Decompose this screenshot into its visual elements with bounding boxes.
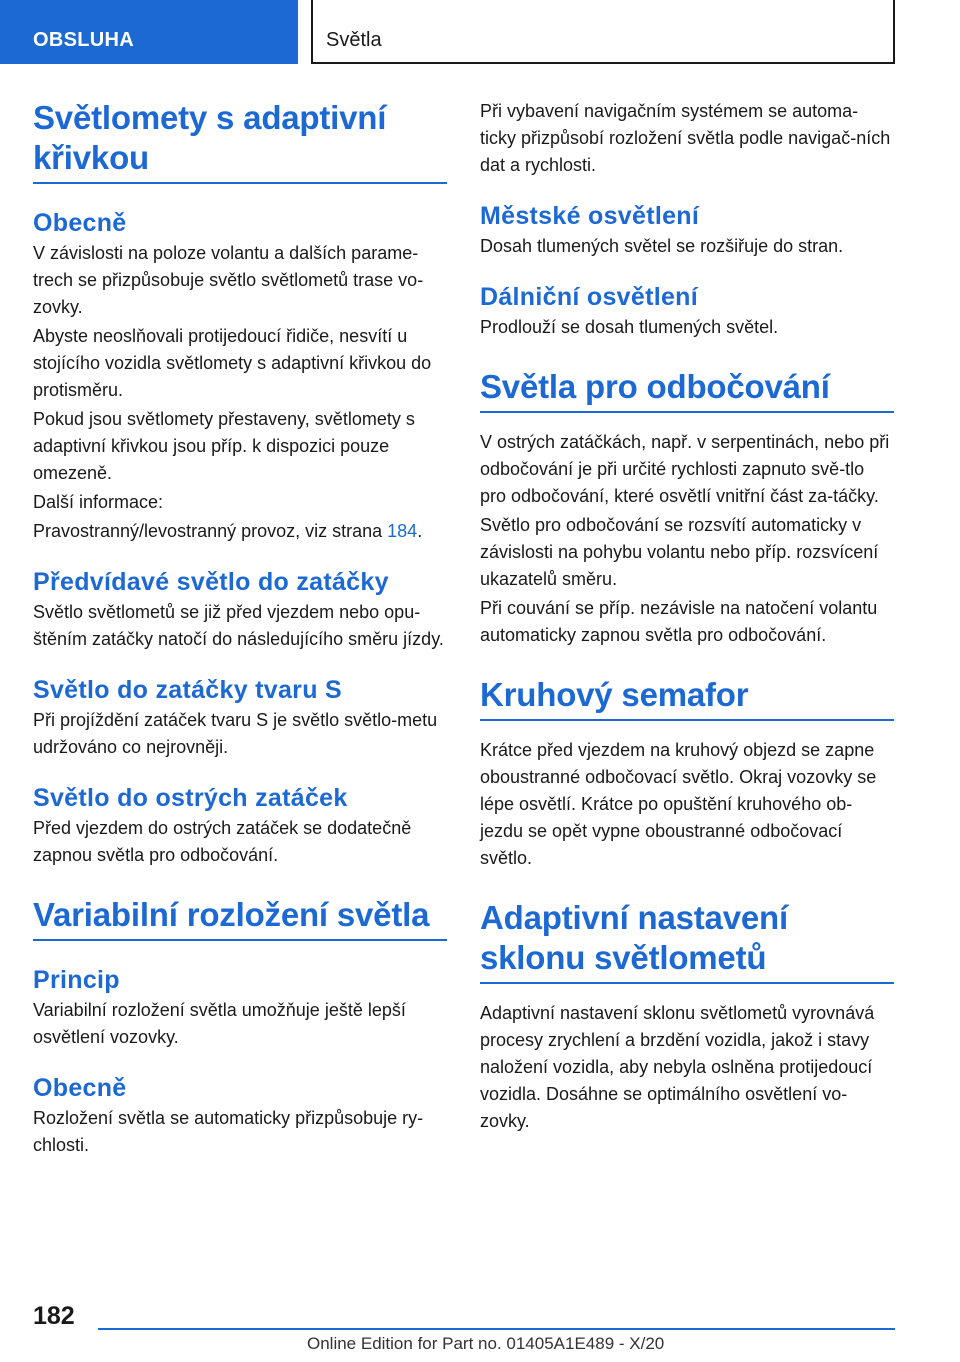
edition-note: Online Edition for Part no. 01405A1E489 - X/20 <box>307 1334 665 1353</box>
paragraph: Před vjezdem do ostrých zatáček se dodatečně zapnou světla pro odbočování. <box>33 818 412 865</box>
title-variabilni: Variabilní rozložení světla <box>33 895 447 941</box>
paragraph: Při projíždění zatáček tvaru S je světlo světlo‐metu udržováno co nejrovněji. <box>33 710 438 757</box>
title-sklon: Adaptivní nastavení sklonu světlometů <box>480 898 894 984</box>
heading-obecne-1: Obecně <box>33 209 127 237</box>
page-reference-link[interactable]: 184 <box>387 521 418 541</box>
section-tab <box>0 0 298 64</box>
reference-end: . <box>417 521 423 541</box>
heading-tvaru-s: Světlo do zatáčky tvaru S <box>33 676 343 704</box>
heading-ostrych: Světlo do ostrých zatáček <box>33 784 348 812</box>
page-number: 182 <box>33 1302 75 1330</box>
paragraph: Adaptivní nastavení sklonu světlometů vyrovnává procesy zrychlení a brzdění vozidla, jakož i stavy naložení vozidla, aby nebyla oslněna protijedoucí vozidla. Dosáhne se optimálního osvětlení vo‐zovky. <box>480 1003 875 1131</box>
title-kruhovy: Kruhový semafor <box>480 675 894 721</box>
heading-dalnicni: Dálniční osvětlení <box>480 283 698 311</box>
paragraph: Světlo pro odbočování se rozsvítí automaticky v závislosti na pohybu volantu nebo příp. rozsvícení ukazatelů směru. <box>480 515 879 589</box>
heading-predvidave: Předvídavé světlo do zatáčky <box>33 568 389 596</box>
paragraph: Světlo světlometů se již před vjezdem nebo opu‐štěním zatáčky natočí do následujícího směru jízdy. <box>33 602 444 649</box>
chapter-label: Světla <box>326 29 382 51</box>
paragraph: Dosah tlumených světel se rozšiřuje do stran. <box>480 236 844 256</box>
heading-princip: Princip <box>33 966 120 994</box>
heading-mestske: Městské osvětlení <box>480 202 700 230</box>
title-adaptive-headlights: Světlomety s adaptivní křivkou <box>33 98 447 184</box>
paragraph: Variabilní rozložení světla umožňuje ještě lepší osvětlení vozovky. <box>33 1000 406 1047</box>
chapter-header <box>311 0 895 64</box>
paragraph: Prodlouží se dosah tlumených světel. <box>480 317 779 337</box>
paragraph: Abyste neoslňovali protijedoucí řidiče, nesvítí u stojícího vozidla světlomety s adaptivní křivkou do protisměru. <box>33 326 432 400</box>
paragraph: Další informace: <box>33 492 164 512</box>
left-column <box>33 98 447 1159</box>
title-odbocovani: Světla pro odbočování <box>480 367 894 413</box>
paragraph: Rozložení světla se automaticky přizpůsobuje ry‐chlosti. <box>33 1108 424 1155</box>
section-label: OBSLUHA <box>33 29 134 51</box>
paragraph: Krátce před vjezdem na kruhový objezd se zapne oboustranné odbočovací světlo. Okraj vozovky se lépe osvětlí. Krátce po opuštění kruhového ob‐jezdu se opět vypne oboustranné odbočovací světlo. <box>480 740 877 868</box>
reference-text: Pravostranný/levostranný provoz, viz strana <box>33 521 388 541</box>
heading-obecne-2: Obecně <box>33 1074 127 1102</box>
paragraph: Při couvání se příp. nezávisle na natočení volantu automaticky zapnou světla pro odbočování. <box>480 598 878 645</box>
footer-divider <box>98 1328 895 1330</box>
paragraph: Při vybavení navigačním systémem se automa‐ticky přizpůsobí rozložení světla podle navigač‐ních dat a rychlosti. <box>480 101 891 175</box>
paragraph: Pokud jsou světlomety přestaveny, světlomety s adaptivní křivkou jsou příp. k dispozici pouze omezeně. <box>33 409 415 483</box>
right-column <box>480 98 894 1135</box>
paragraph: V závislosti na poloze volantu a dalších parame‐trech se přizpůsobuje světlo světlometů trase vo‐zovky. <box>33 243 424 317</box>
paragraph-with-reference <box>33 518 447 545</box>
paragraph: V ostrých zatáčkách, např. v serpentinách, nebo při odbočování je při určité rychlosti zapnuto svě‐tlo pro odbočování, které osvětlí vnitřní část za‐táčky. <box>480 432 890 506</box>
